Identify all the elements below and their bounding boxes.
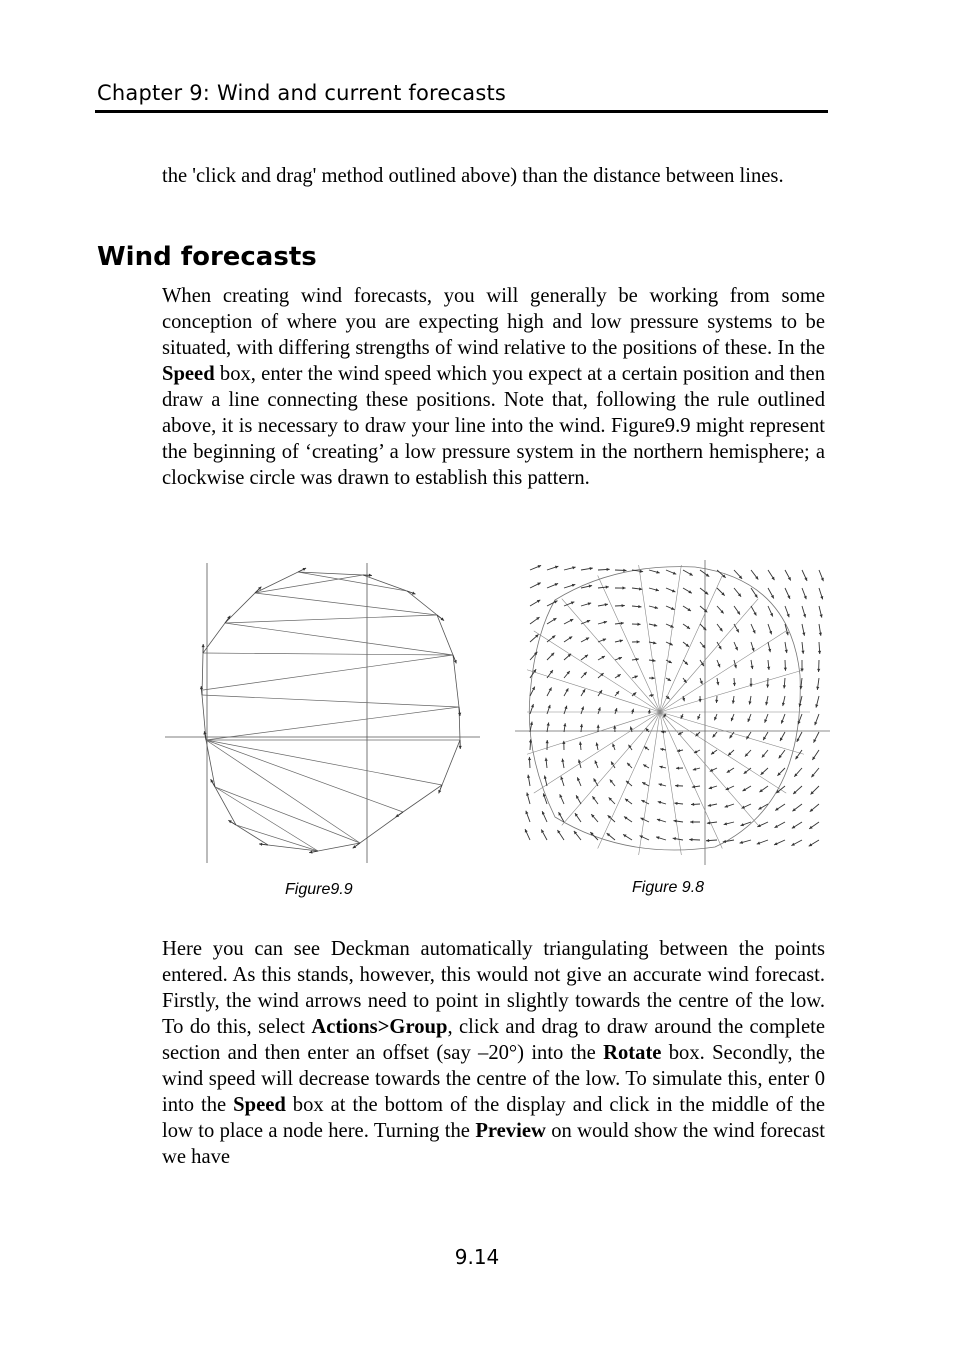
wind-arrow: [791, 840, 802, 846]
wind-arrow: [715, 696, 718, 703]
wind-arrow: [811, 786, 819, 794]
wind-arrow: [816, 678, 819, 690]
wind-arrow: [815, 696, 819, 708]
wind-arrow: [547, 722, 550, 732]
wind-arrow: [612, 743, 615, 750]
wind-arrow: [615, 604, 625, 607]
triangulation-edge: [562, 712, 660, 825]
wind-arrow: [632, 675, 638, 678]
wind-arrow: [740, 840, 751, 844]
wind-arrow: [764, 714, 768, 723]
wind-arrow: [578, 759, 581, 768]
wind-arrow: [682, 696, 685, 701]
wind-arrow: [525, 829, 530, 840]
wind-arrow: [683, 606, 691, 611]
wind-arrow: [581, 672, 587, 678]
wind-arrow: [768, 570, 774, 580]
wind-arrow: [564, 671, 570, 678]
wind-arrow: [598, 707, 601, 714]
wind-arrow: [774, 840, 785, 845]
wind-arrow: [775, 804, 785, 811]
wind-arrow: [545, 758, 548, 768]
wind-arrow: [527, 775, 530, 786]
wind-arrow: [694, 750, 700, 753]
wind-arrow: [759, 786, 768, 792]
bold-term-speed: Speed: [233, 1094, 286, 1116]
figure-9-8: [515, 555, 835, 870]
triangulation-edge: [225, 615, 437, 623]
section-title: Wind forecasts: [97, 242, 317, 272]
wind-arrow: [732, 696, 735, 704]
wind-arrow: [525, 811, 530, 822]
wind-arrow: [683, 678, 687, 683]
wind-arrow: [396, 812, 403, 817]
wind-arrow: [530, 634, 539, 642]
wind-arrow: [298, 568, 306, 572]
wind-arrow: [700, 678, 703, 684]
wind-arrow: [699, 696, 702, 702]
wind-arrow: [657, 819, 666, 822]
wind-arrow: [792, 804, 802, 811]
wind-arrow: [777, 768, 785, 776]
wind-arrow: [768, 606, 773, 617]
bold-term-actions-group: Actions>Group: [311, 1016, 448, 1038]
wind-arrow: [741, 804, 751, 809]
wind-arrow: [675, 784, 683, 787]
wind-arrow: [714, 714, 717, 720]
triangulation-edge: [202, 695, 459, 707]
wind-arrow: [458, 707, 461, 716]
figure-9-8-caption: Figure 9.8: [632, 879, 705, 896]
wind-arrow: [717, 606, 724, 613]
wind-arrow: [683, 624, 690, 629]
wind-arrow: [767, 660, 770, 670]
wind-arrow: [225, 616, 230, 623]
wind-arrow: [809, 822, 819, 829]
wind-arrow: [692, 785, 700, 788]
triangulation-edge: [206, 740, 442, 785]
wind-arrow: [598, 621, 607, 624]
wind-arrow: [728, 750, 734, 756]
wind-arrow: [673, 819, 683, 822]
wind-arrow: [785, 588, 790, 599]
wind-arrow: [659, 766, 666, 769]
wind-arrow: [734, 624, 739, 632]
triangulation-edge: [255, 575, 363, 593]
triangulation-edge: [598, 712, 660, 848]
wind-arrow: [595, 760, 598, 768]
wind-arrow: [632, 623, 641, 626]
wind-arrow: [649, 588, 659, 591]
wind-arrow: [200, 686, 203, 695]
wind-arrow: [748, 696, 751, 704]
wind-arrow: [751, 624, 755, 633]
bold-term-speed: Speed: [162, 363, 215, 385]
wind-arrow: [547, 618, 556, 624]
wind-arrow: [785, 606, 790, 617]
wind-arrow: [632, 605, 641, 608]
wind-arrow: [750, 660, 753, 669]
wind-arrow: [690, 820, 700, 823]
wind-arrow: [731, 714, 734, 721]
wind-arrow: [625, 799, 632, 804]
wind-arrow: [581, 638, 589, 642]
wind-arrow: [596, 743, 599, 750]
paragraph-continued: the 'click and drag' method outlined above) than the distance between lines.: [162, 165, 784, 187]
drawn-outline: [529, 567, 800, 850]
wind-arrow: [666, 642, 673, 645]
wind-arrow: [809, 840, 819, 846]
wind-arrow: [666, 606, 675, 610]
wind-arrow: [623, 834, 632, 840]
wind-arrow: [751, 570, 758, 580]
wind-arrow: [528, 757, 531, 768]
wind-arrow: [575, 813, 581, 822]
wind-arrow: [581, 689, 585, 696]
wind-arrow: [811, 768, 819, 777]
wind-arrow: [576, 795, 581, 804]
wind-arrow: [530, 722, 533, 732]
wind-arrow: [624, 817, 632, 822]
wind-arrow: [581, 567, 593, 570]
wind-arrow: [542, 811, 547, 822]
triangulation-edge: [255, 593, 437, 615]
wind-arrow: [768, 642, 771, 652]
wind-arrow: [649, 677, 655, 680]
wind-arrow: [725, 804, 734, 808]
wind-arrow: [547, 653, 554, 660]
wind-arrow: [591, 814, 598, 822]
wind-arrow: [785, 642, 788, 653]
wind-arrow: [793, 786, 802, 794]
wind-arrow: [751, 606, 756, 616]
wind-arrow: [610, 779, 615, 786]
paragraph-triangulating: Here you can see Deckman automatically triangulating between the points entered. As this stands, however, this would not give an accurate wind forecast. Firstly, the wind arrows need to point in slightly towards the centre of the low. To do this, select Actions>Group, click and drag to draw around the complete section and then enter an offset (say –20°) into the Rotate box. Secondly, the wind speed will decrease towards the centre of the low. To simulate this, enter 0 into the Speed box at the bottom of the display and click in the middle of the low to place a node here. Turning the Preview on would show the wind forecast we have: [162, 938, 826, 1168]
wind-arrow: [693, 768, 700, 771]
wind-arrow: [751, 642, 755, 651]
wind-arrow: [757, 822, 768, 827]
wind-arrow: [530, 565, 541, 570]
wind-arrow: [780, 732, 785, 741]
wind-arrow: [814, 732, 819, 743]
wind-arrow: [818, 642, 821, 654]
wind-arrow: [717, 624, 723, 631]
wind-arrow: [615, 674, 621, 678]
wind-arrow: [615, 586, 626, 589]
wind-arrow: [716, 678, 719, 685]
wind-arrow: [632, 640, 640, 643]
wind-arrow: [785, 570, 791, 581]
wind-arrow: [541, 829, 547, 840]
wind-arrow: [674, 802, 683, 805]
wind-arrow: [748, 714, 751, 722]
wind-arrow: [673, 837, 683, 840]
figure-9-9-caption: Figure9.9: [285, 881, 353, 898]
wind-arrow: [819, 624, 822, 636]
wind-arrow: [615, 639, 623, 642]
bold-term-rotate: Rotate: [603, 1042, 662, 1064]
wind-arrow: [641, 800, 649, 804]
wind-arrow: [801, 642, 804, 654]
wind-arrow: [564, 602, 574, 606]
wind-arrow: [763, 732, 768, 740]
wind-arrow: [768, 624, 772, 634]
wind-arrow: [709, 786, 717, 789]
wind-arrow: [683, 660, 688, 665]
wind-arrow: [666, 570, 676, 575]
wind-arrow: [812, 750, 819, 760]
wind-arrow: [814, 714, 819, 725]
triangulation-edge: [236, 825, 318, 851]
wind-arrow: [609, 797, 615, 804]
wind-arrow: [598, 690, 602, 696]
wind-arrow: [530, 583, 541, 588]
wind-arrow: [741, 822, 751, 826]
wind-arrow: [530, 600, 540, 606]
wind-arrow: [581, 602, 591, 606]
wind-arrow: [656, 836, 666, 840]
wind-arrow: [781, 714, 785, 724]
wind-arrow: [607, 833, 615, 840]
wind-arrow: [802, 570, 807, 581]
wind-arrow: [649, 606, 658, 609]
wind-arrow: [644, 746, 649, 750]
wind-arrow: [802, 606, 806, 617]
wind-arrow: [734, 642, 738, 650]
wind-arrow: [784, 660, 787, 671]
wind-arrow: [560, 794, 564, 804]
wind-arrow: [774, 822, 785, 828]
wind-arrow: [819, 588, 823, 599]
wind-arrow: [598, 656, 605, 660]
wind-arrow: [598, 638, 606, 642]
wind-arrow: [717, 588, 725, 596]
wind-arrow: [733, 678, 736, 686]
wind-arrow: [700, 606, 707, 612]
wind-arrow: [592, 796, 598, 804]
wind-arrow: [564, 654, 571, 660]
wind-arrow: [631, 709, 634, 714]
wind-arrow: [646, 728, 649, 732]
wind-arrow: [659, 783, 666, 786]
wind-arrow: [734, 606, 740, 615]
wind-arrow: [564, 619, 573, 624]
wind-arrow: [579, 742, 582, 750]
wind-arrow: [761, 768, 768, 775]
wind-arrow: [817, 660, 820, 672]
wind-arrow: [615, 691, 619, 696]
wind-arrow: [819, 570, 824, 581]
wind-arrow: [683, 570, 693, 575]
wind-arrow: [530, 652, 537, 660]
wind-arrow: [564, 706, 567, 714]
wind-arrow: [649, 624, 657, 627]
triangulation-edge: [215, 787, 360, 843]
triangulation-edge: [562, 599, 660, 712]
wind-arrow: [557, 830, 564, 840]
wind-arrow: [643, 764, 649, 768]
triangulation-edge: [203, 655, 453, 690]
wind-arrow: [802, 624, 805, 636]
wind-arrow: [678, 732, 683, 735]
wind-arrow: [564, 566, 576, 570]
wind-arrow: [783, 678, 786, 688]
wind-arrow: [649, 570, 660, 574]
wind-arrow: [794, 768, 802, 777]
wind-arrow: [768, 588, 774, 599]
wind-arrow: [615, 622, 624, 625]
wind-arrow: [727, 768, 734, 773]
wind-arrow: [530, 704, 534, 714]
wind-arrow: [676, 767, 683, 770]
wind-arrow: [691, 803, 700, 806]
triangulation-edge: [527, 670, 660, 712]
wind-arrow: [598, 603, 608, 606]
wind-arrow: [581, 706, 584, 714]
wind-arrow: [658, 801, 666, 804]
wind-arrow: [581, 655, 588, 660]
wind-arrow: [543, 793, 547, 804]
wind-arrow: [561, 759, 564, 768]
wind-arrow: [564, 584, 575, 588]
triangulation-edge: [534, 712, 660, 793]
wind-arrow: [648, 710, 651, 714]
wind-arrow: [757, 840, 768, 845]
triangulation-edge: [215, 787, 318, 851]
wind-arrow: [608, 815, 615, 822]
wind-arrow: [689, 838, 700, 841]
triangulation-edge: [206, 740, 360, 843]
wind-arrow: [779, 750, 785, 758]
wind-arrow: [795, 750, 802, 759]
drawn-outline: [202, 572, 460, 851]
wind-arrow: [577, 777, 581, 786]
wind-arrow: [819, 606, 823, 618]
wind-arrow: [695, 732, 700, 736]
wind-arrow: [530, 617, 540, 624]
paragraph-wind-forecasts: When creating wind forecasts, you will generally be working from some conception of where you are expecting high and low pressure systems to be situated, with differing strengths of wind relative to the positions of these. In the Speed box, enter the wind speed which you expect at a certain position and then draw a line connecting these positions. Note that, following the rule outlined above, it is necessary to draw your line into the wind. Figure9.9 might represent the beginning of ‘creating’ a low pressure system in the northern hemisphere; a clockwise circle was drawn to establish this pattern.: [162, 285, 825, 489]
wind-arrow: [700, 588, 708, 594]
triangulation-edge: [225, 623, 453, 655]
wind-arrow: [726, 786, 734, 790]
wind-arrow: [717, 660, 720, 667]
wind-arrow: [564, 636, 572, 642]
wind-arrow: [547, 583, 558, 588]
bold-term-preview: Preview: [475, 1120, 546, 1142]
wind-arrow: [683, 588, 692, 593]
triangulation-edge: [639, 565, 660, 712]
wind-arrow: [564, 688, 568, 696]
wind-arrow: [683, 642, 689, 647]
wind-arrow: [309, 851, 318, 854]
wind-arrow: [782, 696, 785, 706]
triangulation-edge: [534, 631, 660, 712]
wind-arrow: [792, 822, 802, 828]
wind-arrow: [526, 792, 530, 804]
triangulation-edge: [203, 653, 453, 655]
header-rule: [95, 110, 828, 113]
wind-arrow: [547, 566, 558, 570]
triangulation-edge: [598, 576, 660, 712]
triangulation-edge: [660, 599, 758, 712]
triangulation-edge: [660, 712, 681, 855]
wind-arrow: [547, 687, 552, 696]
wind-arrow: [766, 678, 769, 688]
wind-arrow: [743, 786, 751, 791]
wind-arrow: [666, 588, 675, 592]
wind-arrow: [598, 568, 610, 571]
wind-arrow: [547, 635, 555, 642]
wind-arrow: [802, 588, 807, 599]
figure-9-9: [160, 555, 490, 870]
triangulation-edge: [206, 740, 403, 812]
triangulation-edge: [660, 712, 722, 848]
wind-arrow: [681, 714, 684, 719]
wind-arrow: [706, 839, 717, 842]
triangulation-edge: [660, 670, 804, 712]
wind-arrow: [574, 831, 581, 840]
wind-arrow: [710, 768, 717, 772]
wind-arrow: [810, 804, 819, 812]
wind-arrow: [797, 732, 802, 742]
wind-arrow: [547, 705, 551, 714]
wind-arrow: [744, 768, 751, 774]
triangulation-edge: [660, 565, 681, 712]
wind-arrow: [590, 832, 598, 840]
wind-arrow: [724, 822, 734, 825]
triangulation-edge: [639, 712, 660, 855]
wind-arrow: [762, 750, 768, 758]
wind-arrow: [734, 588, 741, 597]
page-number: 9.14: [454, 1245, 500, 1269]
triangulation-edge: [660, 712, 786, 793]
wind-arrow: [697, 714, 700, 720]
wind-arrow: [708, 804, 717, 807]
wind-arrow: [560, 776, 564, 786]
wind-arrow: [711, 750, 717, 754]
wind-arrow: [627, 763, 632, 768]
wind-arrow: [765, 696, 768, 705]
chapter-header: Chapter 9: Wind and current forecasts: [97, 81, 507, 105]
wind-arrow: [707, 821, 717, 824]
wind-arrow: [666, 678, 671, 681]
wind-arrow: [615, 569, 626, 572]
wind-arrow: [615, 657, 622, 660]
wind-arrow: [745, 750, 751, 757]
wind-arrow: [642, 782, 649, 786]
wind-arrow: [544, 776, 547, 786]
wind-arrow: [594, 778, 598, 786]
wind-arrow: [632, 587, 642, 590]
wind-arrow: [628, 745, 632, 750]
wind-arrow: [640, 818, 649, 822]
wind-arrow: [700, 642, 705, 648]
wind-arrow: [713, 732, 717, 737]
triangulation-edge: [206, 707, 459, 740]
wind-arrow: [614, 708, 617, 714]
